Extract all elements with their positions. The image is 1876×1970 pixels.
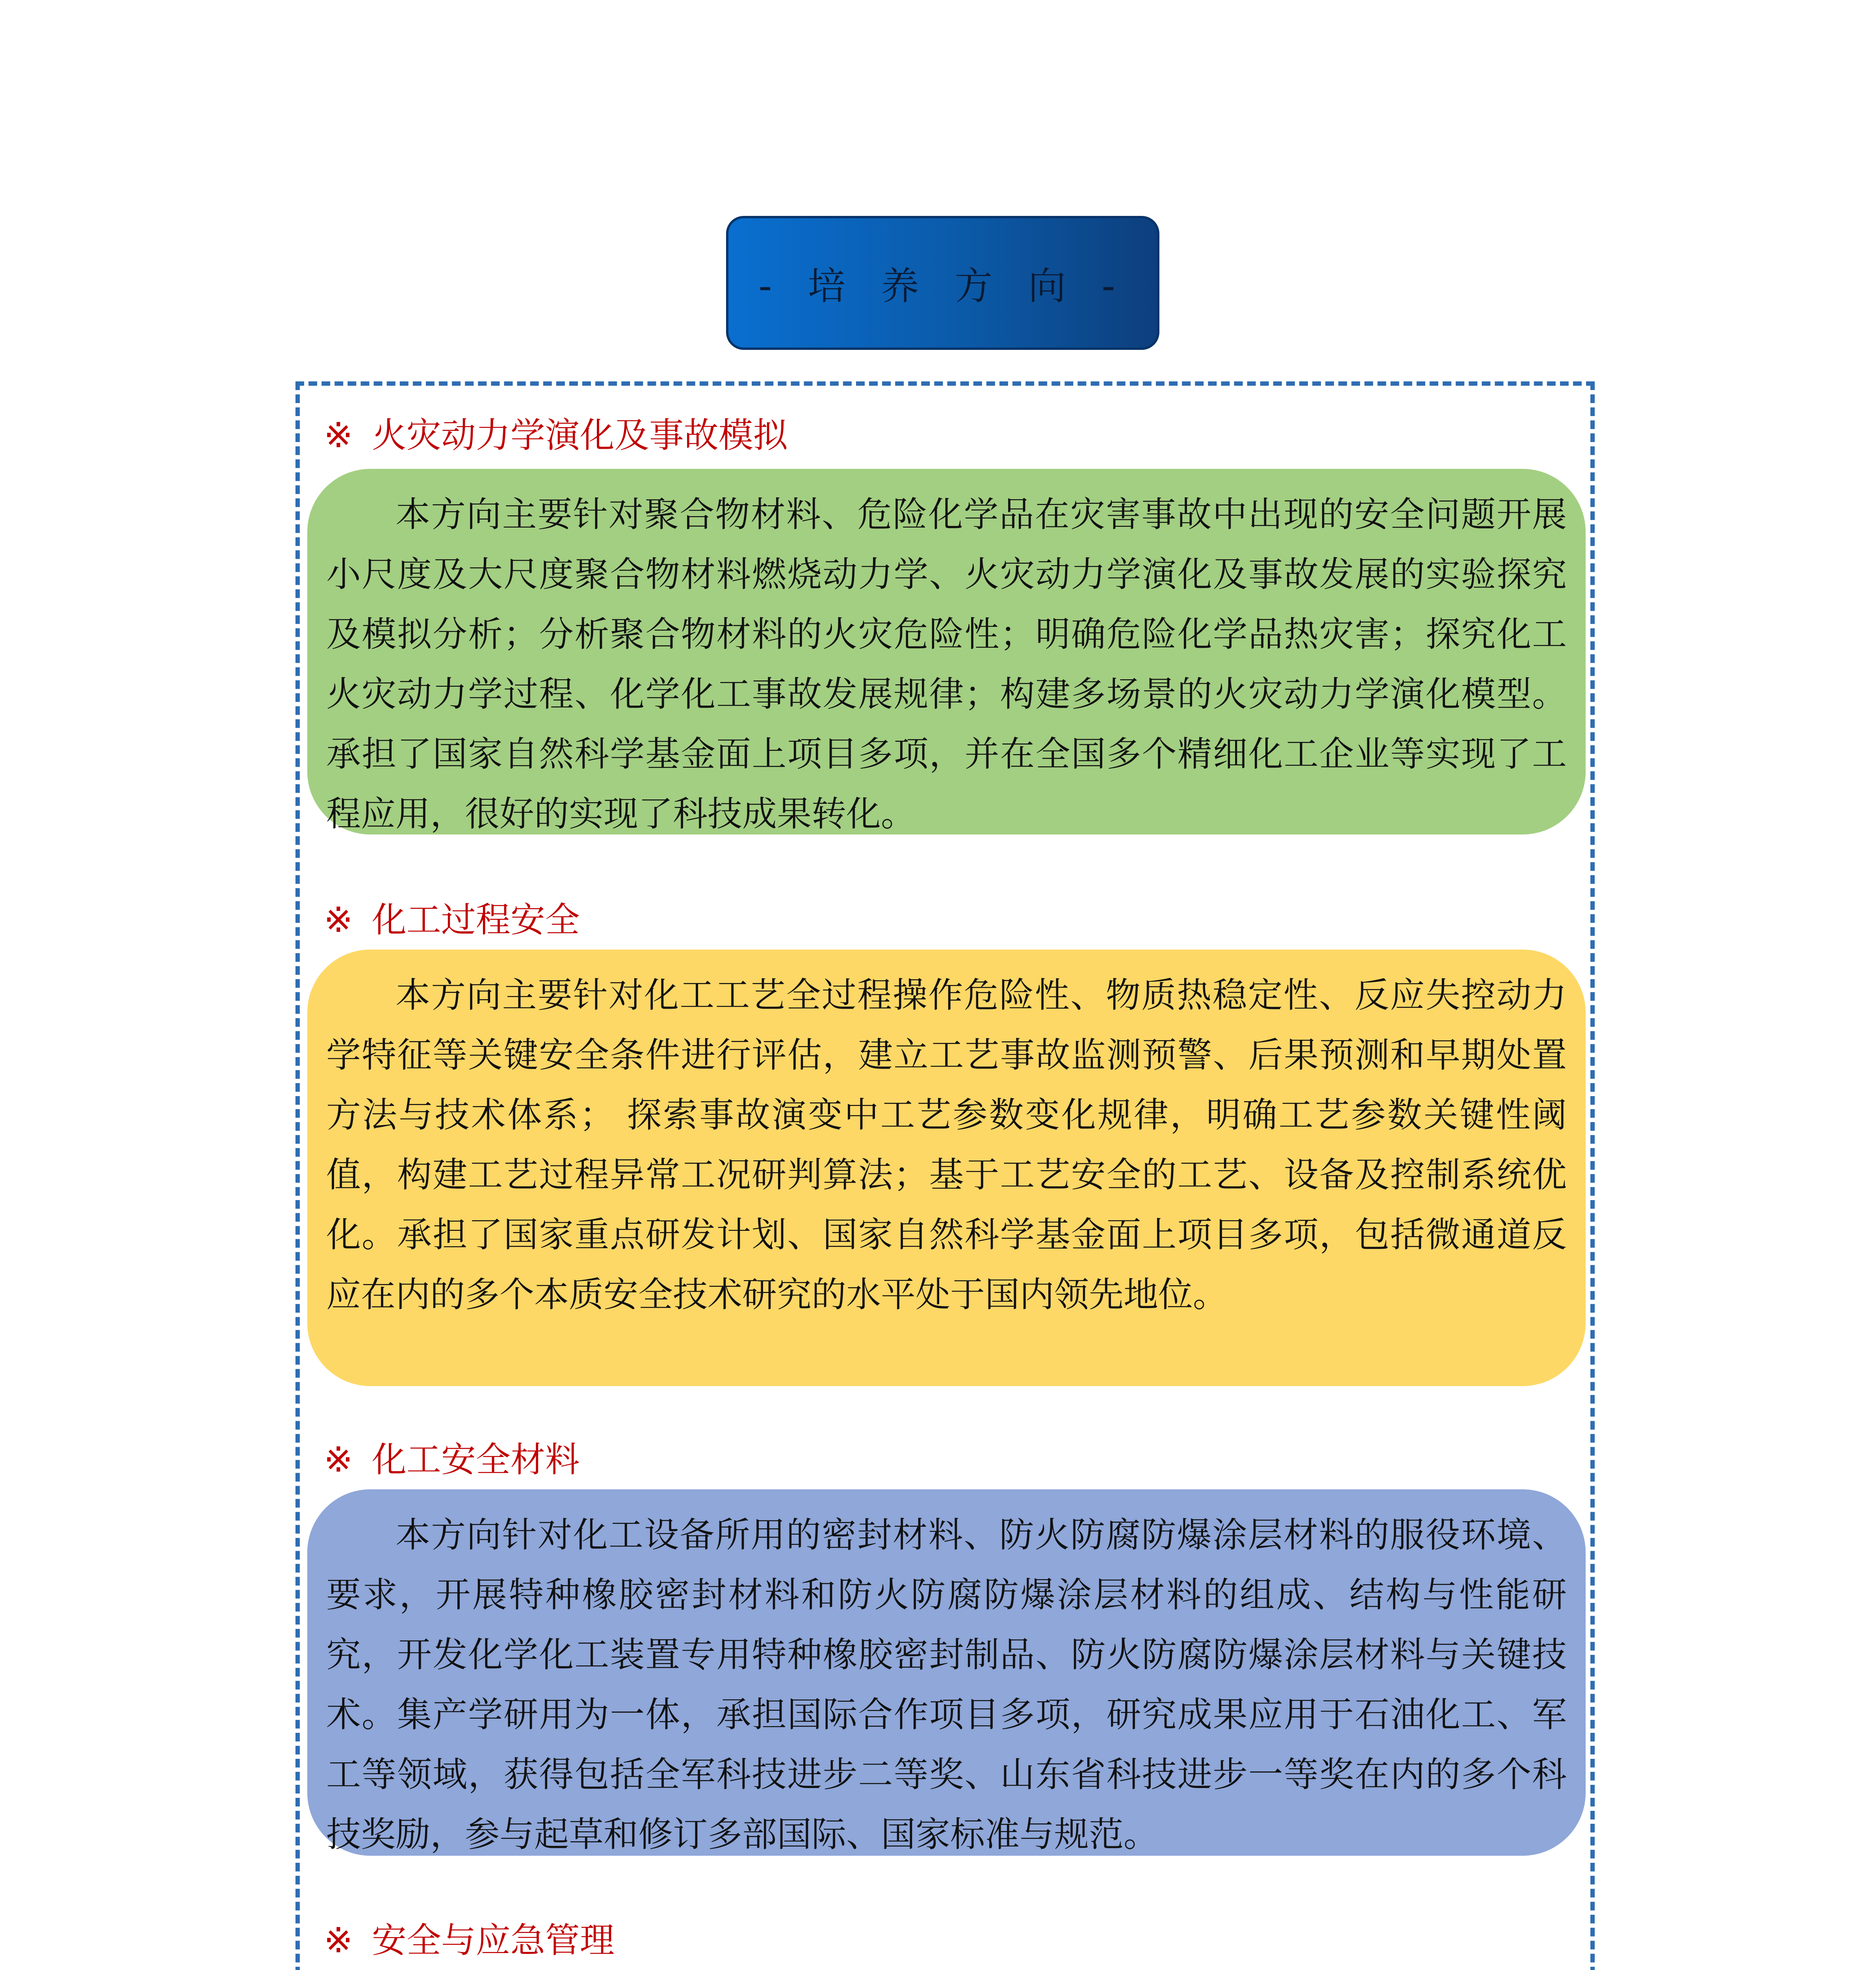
section-heading-text: 火灾动力学演化及事故模拟 — [371, 415, 788, 455]
section-heading-fire-dynamics — [324, 408, 788, 457]
page-title: - 培 养 方 向 - — [758, 264, 1127, 308]
section-heading-emergency-management — [324, 1913, 615, 1963]
section-heading-process-safety — [324, 892, 580, 942]
section-body-text: 本方向针对化工设备所用的密封材料、防火防腐防爆涂层材料的服役环境、要求，开展特种橡胶密封材料和防火防腐防爆涂层材料的组成、结构与性能研究，开发化学化工装置专用特种橡胶密封制品、防火防腐防爆涂层材料与关键技术。集产学研用为一体，承担国际合作项目多项，研究成果应用于石油化工、军工等领域，获得包括全军科技进步二等奖、山东省科技进步一等奖在内的多个科技奖励，参与起草和修订多部国际、国家标准与规范。 — [326, 1515, 1567, 1855]
section-body-text: 本方向主要针对化工工艺全过程操作危险性、物质热稳定性、反应失控动力学特征等关键安全条件进行评估，建立工艺事故监测预警、后果预测和早期处置方法与技术体系； 探索事故演变中工艺参数变化规律，明确工艺参数关键性阈值，构建工艺过程异常工况研判算法；基于工艺安全的工艺、设备及控制系统优化。承担了国家重点研发计划、国家自然科学基金面上项目多项，包括微通道反应在内的多个本质安全技术研究的水平处于国内领先地位。 — [326, 975, 1567, 1315]
section-heading-text: 化工过程安全 — [371, 900, 580, 940]
reference-mark-icon: ※ — [324, 900, 353, 940]
section-heading-text: 安全与应急管理 — [371, 1920, 615, 1961]
section-panel-safety-materials — [307, 1489, 1586, 1856]
reference-mark-icon: ※ — [324, 1439, 353, 1480]
section-panel-process-safety — [307, 950, 1586, 1386]
section-body-text: 本方向主要针对聚合物材料、危险化学品在灾害事故中出现的安全问题开展小尺度及大尺度聚合物材料燃烧动力学、火灾动力学演化及事故发展的实验探究及模拟分析；分析聚合物材料的火灾危险性；明确危险化学品热灾害；探究化工火灾动力学过程、化学化工事故发展规律；构建多场景的火灾动力学演化模型。承担了国家自然科学基金面上项目多项，并在全国多个精细化工企业等实现了工程应用，很好的实现了科技成果转化。 — [326, 494, 1567, 834]
section-panel-fire-dynamics — [307, 469, 1586, 834]
section-heading-safety-materials — [324, 1432, 580, 1482]
reference-mark-icon: ※ — [324, 1920, 353, 1961]
section-heading-text: 化工安全材料 — [371, 1439, 580, 1480]
reference-mark-icon: ※ — [324, 415, 353, 455]
section-title-banner — [726, 216, 1159, 350]
